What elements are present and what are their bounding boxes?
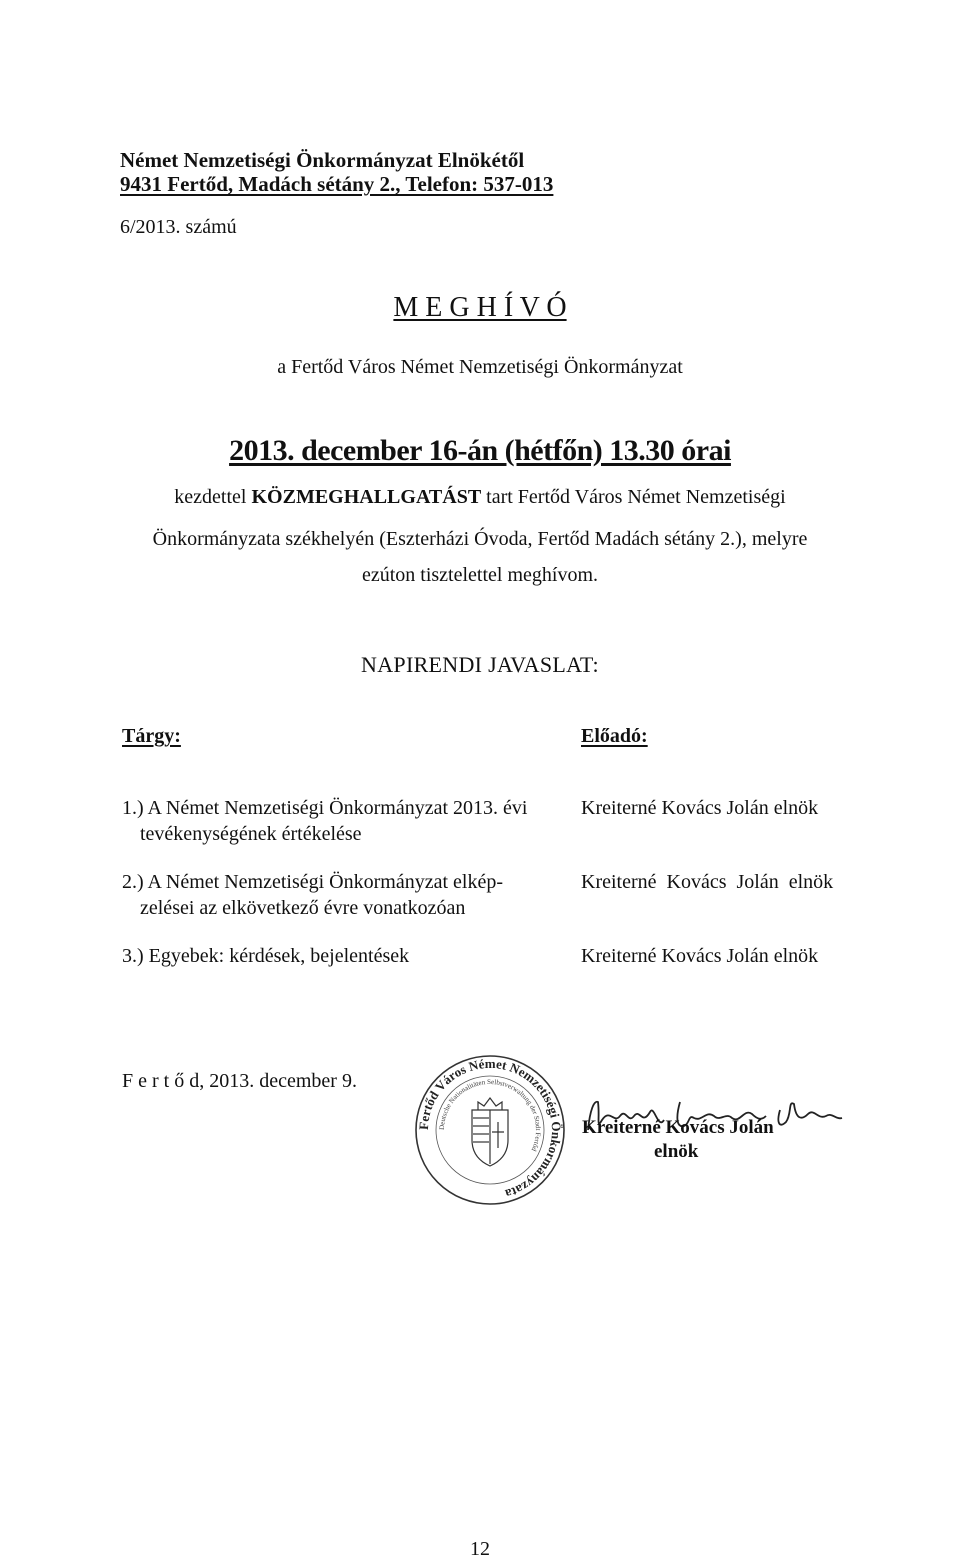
sender-name: Német Nemzetiségi Önkormányzat Elnökétől: [120, 148, 525, 172]
body-line-2: Önkormányzata székhelyén (Eszterházi Óvoda, Fertőd Madách sétány 2.), melyre: [152, 528, 808, 550]
agenda-item-2-line-2: zelései az elkövetkező évre vonatkozóan: [140, 897, 466, 919]
agenda-item-3-speaker: Kreiterné Kovács Jolán elnök: [581, 945, 819, 967]
coat-of-arms-icon: [472, 1098, 508, 1166]
agenda-item-1-speaker: Kreiterné Kovács Jolán elnök: [581, 797, 819, 819]
meeting-datetime: 2013. december 16-án (hétfőn) 13.30 órai: [229, 434, 731, 467]
signatory-name: Kreiterné Kovács Jolán: [582, 1117, 774, 1138]
body-line-1: [0, 486, 960, 509]
body-line-1-post: tart Fertőd Város Német Nemzetiségi: [481, 486, 786, 508]
hearing-keyword: KÖZMEGHALLGATÁST: [251, 486, 482, 508]
subject-column-header: Tárgy:: [122, 725, 181, 747]
agenda-heading: NAPIRENDI JAVASLAT:: [361, 652, 599, 677]
agenda-item-2-speaker: Kreiterné Kovács Jolán elnök: [581, 871, 834, 893]
official-stamp: [412, 1052, 568, 1208]
stamp-inner-text: Deutsche Nationalitäten Selbstverwaltung der Stadt Fertőd: [437, 1077, 543, 1153]
document-number: 6/2013. számú: [120, 216, 237, 238]
page-number: 12: [470, 1538, 490, 1560]
intro-line: a Fertőd Város Német Nemzetiségi Önkormányzat: [277, 356, 683, 378]
agenda-item-2-line-1: 2.) A Német Nemzetiségi Önkormányzat elkép-: [122, 871, 503, 893]
document-title: M E G H Í V Ó: [393, 292, 567, 323]
body-line-1-pre: kezdettel: [174, 486, 252, 508]
place-and-date: F e r t ő d, 2013. december 9.: [122, 1070, 357, 1092]
signatory-role: elnök: [654, 1141, 699, 1162]
agenda-item-3-line-1: 3.) Egyebek: kérdések, bejelentések: [122, 945, 410, 967]
agenda-item-1-line-1: 1.) A Német Nemzetiségi Önkormányzat 2013. évi: [122, 797, 528, 819]
body-line-3: ezúton tisztelettel meghívom.: [361, 564, 599, 586]
sender-address: 9431 Fertőd, Madách sétány 2., Telefon: 537-013: [120, 172, 554, 196]
agenda-item-1-line-2: tevékenységének értékelése: [140, 823, 362, 845]
stamp-outer-text: Fertőd Város Német Nemzetiségi Önkormányzata: [415, 1055, 565, 1202]
speaker-column-header: Előadó:: [581, 725, 648, 747]
